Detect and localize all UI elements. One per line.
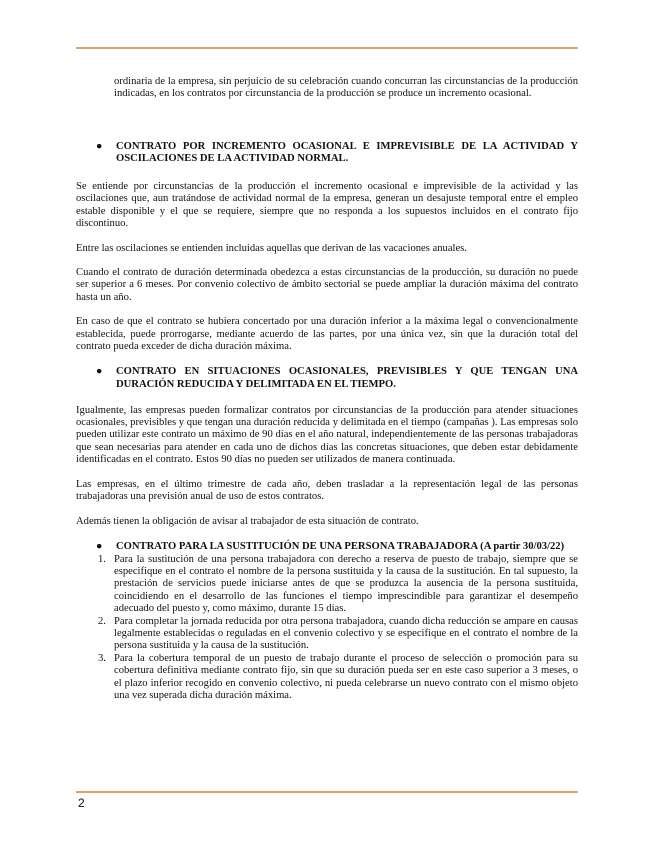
list-item-text: Para la sustitución de una persona trabajadora con derecho a reserva de puesto de trabajo, siempre que se especifique en el contrato el nombre de la persona sustituida y la causa de la sustitución. En tal supuesto, la prestación de servicios puede iniciarse antes de que se produzca la ausencia de la persona sustituida, coincidiendo en el desarrollo de las funciones el tiempo imprescindible para garantizar el desempeño adecuado del puesto y, como máximo, durante 15 días. [114, 553, 578, 615]
heading-text: CONTRATO EN SITUACIONES OCASIONALES, PREVISIBLES Y QUE TENGAN UNA DURACIÓN REDUCIDA Y DELIMITADA EN EL TIEMPO. [116, 366, 578, 391]
bullet-icon: ● [96, 540, 103, 552]
paragraph: Además tienen la obligación de avisar al trabajador de esta situación de contrato. [76, 515, 419, 527]
paragraph: Entre las oscilaciones se entienden incluidas aquellas que derivan de las vacaciones anuales. [76, 242, 467, 254]
list-item [76, 554, 578, 616]
intro-paragraph: ordinaria de la empresa, sin perjuicio de su celebración cuando concurran las circunstancias de la producción indicadas, en los contratos por circunstancia de la producción se produce un incremento ocasional. [114, 76, 578, 100]
page-body [76, 76, 578, 702]
header-rule [76, 47, 578, 49]
list-number: 1. [98, 553, 106, 565]
bullet-icon: ● [96, 140, 103, 152]
section-heading-incremento [96, 141, 578, 166]
bullet-icon: ● [96, 366, 103, 378]
list-item [76, 653, 578, 703]
list-item-text: Para la cobertura temporal de un puesto de trabajo durante el proceso de selección o promoción para su cobertura definitiva mediante contrato fijo, sin que su duración pueda ser en este caso superior a 3 meses, o el plazo inferior recogido en convenio colectivo, ni pueda celebrarse un nuevo contrato con el mismo objeto una vez superada dicha duración máxima. [114, 652, 578, 701]
list-item [76, 616, 578, 653]
numbered-list [76, 554, 578, 703]
footer-rule [76, 791, 578, 793]
heading-text: CONTRATO POR INCREMENTO OCASIONAL E IMPREVISIBLE DE LA ACTIVIDAD Y OSCILACIONES DE LA ACTIVIDAD NORMAL. [116, 140, 578, 165]
paragraph: Igualmente, las empresas pueden formalizar contratos por circunstancias de la producción para atender situaciones ocasionales, previsibles y que tengan una duración reducida y delimitada en el tiempo (campañas ). Las empresas solo pueden utilizar este contrato un máximo de 90 días en el año natural, independientemente de las personas trabajadoras que sean necesarias para atender en cada uno de dichos días las concretas situaciones, que deben estar debidamente identificadas en el contrato. Estos 90 días no pueden ser utilizados de manera continuada. [76, 404, 578, 466]
page-number: 2 [78, 796, 85, 810]
paragraph: Las empresas, en el último trimestre de cada año, deben trasladar a la representación legal de las personas trabajadoras una previsión anual de uso de estos contratos. [76, 478, 578, 503]
section-heading-ocasionales [96, 366, 578, 391]
heading-text: CONTRATO PARA LA SUSTITUCIÓN DE UNA PERSONA TRABAJADORA (A partir 30/03/22) [116, 540, 565, 552]
list-item-text: Para completar la jornada reducida por otra persona trabajadora, cuando dicha reducción se ampare en causas legalmente establecidas o reguladas en el convenio colectivo y se especifique en el contrato el nombre de la persona sustituida y la causa de la sustitución. [114, 615, 578, 652]
list-number: 3. [98, 652, 106, 664]
section-heading-sustitucion [96, 541, 578, 554]
paragraph: Cuando el contrato de duración determinada obedezca a estas circunstancias de la producción, su duración no puede ser superior a 6 meses. Por convenio colectivo de ámbito sectorial se puede ampliar la duración máxima del contrato hasta un año. [76, 267, 578, 303]
list-number: 2. [98, 615, 106, 627]
paragraph: Se entiende por circunstancias de la producción el incremento ocasional e imprevisible de la actividad y las oscilaciones que, aun tratándose de actividad normal de la empresa, generan un desajuste temporal entre el empleo estable disponible y el que se requiere, siempre que no responda a los supuestos incluidos en el contrato fijo discontinuo. [76, 181, 578, 230]
paragraph: En caso de que el contrato se hubiera concertado por una duración inferior a la máxima legal o convencionalmente establecida, puede prorrogarse, mediante acuerdo de las partes, por una única vez, sin que la duración total del contrato pueda exceder de dicha duración máxima. [76, 316, 578, 353]
